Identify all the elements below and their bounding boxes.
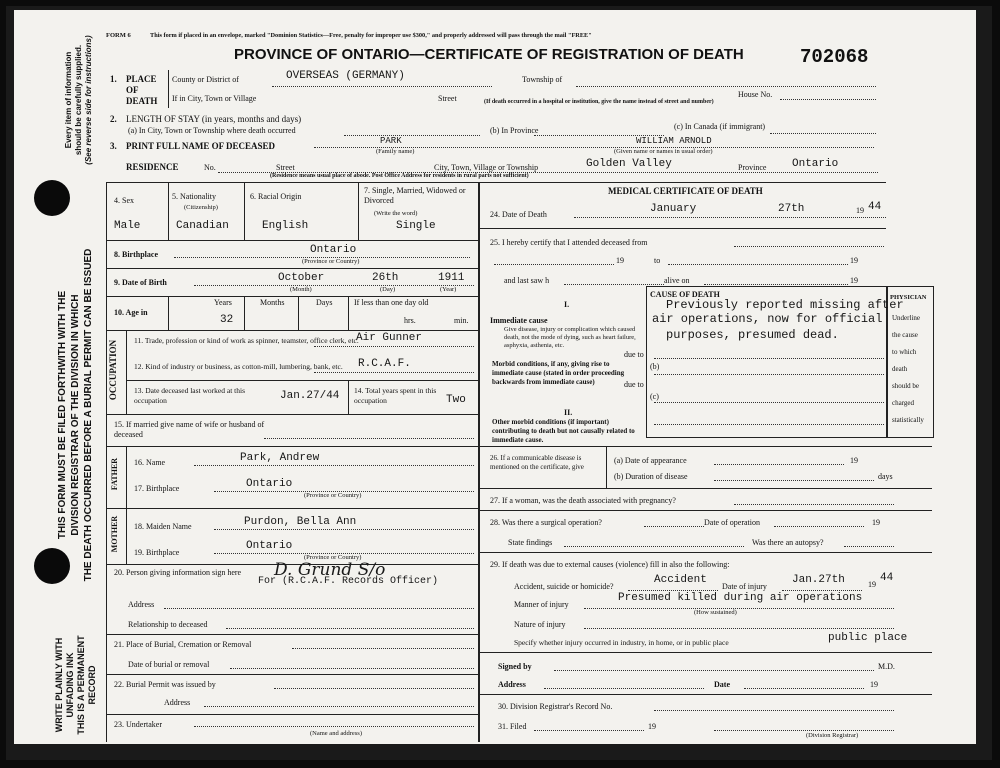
age-months-header: Months (260, 298, 285, 307)
roman-i: I. (564, 300, 570, 309)
trade-value: Air Gunner (356, 332, 423, 344)
residence-province-label: Province (738, 163, 767, 172)
residence-no-label: No. (204, 163, 216, 172)
residence-city-label: City, Town, Village or Township (434, 163, 539, 172)
morbid-label: Morbid conditions, if any, giving rise to immediate cause (stated in order proceeding backwards from immediate cause) (492, 360, 625, 386)
age-min: min. (454, 316, 469, 325)
nationality-value: Canadian (176, 220, 229, 232)
dod-year-prefix: 19 (856, 206, 864, 215)
age-years-value: 32 (220, 314, 234, 326)
house-label: House No. (738, 90, 773, 99)
marital-caption: (Write the word) (374, 210, 418, 217)
stay-b-label: (b) In Province (490, 126, 539, 135)
filed-label: 31. Filed (498, 722, 527, 731)
father-birthplace-value: Ontario (246, 478, 293, 490)
filed-19: 19 (648, 722, 656, 731)
appearance-label: (a) Date of appearance (614, 456, 687, 465)
racial-origin-value: English (262, 220, 309, 232)
residence-province-value: Ontario (792, 158, 839, 170)
full-name-label: PRINT FULL NAME OF DECEASED (126, 141, 276, 151)
county-label: County or District of (172, 75, 239, 84)
dob-label: 9. Date of Birth (114, 278, 167, 287)
date-of-death-label: 24. Date of Death (490, 210, 547, 219)
father-name-label: 16. Name (134, 458, 166, 467)
signed-by-label: Signed by (498, 662, 532, 671)
stay-a-label: (a) In City, Town or Township where death occurred (128, 126, 296, 135)
mother-side-label: MOTHER (110, 515, 119, 553)
dod-day: 27th (778, 203, 805, 215)
dob-day: 26th (372, 272, 399, 284)
stay-c-label: (c) In Canada (if immigrant) (674, 122, 766, 131)
dob-year-caption: (Year) (440, 286, 457, 293)
due-to-2: due to (624, 380, 644, 389)
residence-label: RESIDENCE (126, 162, 179, 172)
dob-day-caption: (Day) (380, 286, 396, 293)
birthplace-caption: (Province or Country) (302, 258, 360, 265)
age-years-header: Years (214, 298, 232, 307)
item-1-number: 1. (110, 74, 117, 84)
father-birthplace-caption: (Province or Country) (304, 492, 362, 499)
undertaker-caption: (Name and address) (310, 730, 362, 737)
alive-on-19: 19 (850, 276, 858, 285)
physician-note: Underline the cause to which death should be charged statistically (892, 314, 924, 424)
burial-place-label: 21. Place of Burial, Cremation or Removal (114, 640, 252, 649)
injury-year-prefix: 19 (868, 580, 876, 589)
last-saw-label: and last saw h (504, 276, 550, 285)
findings-label: State findings (508, 538, 553, 547)
residence-caption: (Residence means usual place of abode. Post Office Address for residents in rural parts not sufficient) (270, 173, 529, 179)
side-note-top: Every item of information should be carefully supplied. (See reverse side for instructions) (64, 35, 93, 165)
age-hrs: hrs. (404, 316, 416, 325)
sex-label: 4. Sex (114, 196, 134, 205)
operation-19: 19 (872, 518, 880, 527)
burial-permit-label: 22. Burial Permit was issued by (114, 680, 216, 689)
punch-hole-top (34, 180, 70, 216)
county-value: OVERSEAS (GERMANY) (286, 70, 405, 82)
dod-month: January (650, 203, 697, 215)
last-worked-value: Jan.27/44 (280, 390, 340, 402)
city-label: If in City, Town or Village (172, 94, 257, 103)
side-note-bottom: WRITE PLAINLY WITH UNFADING INK THIS IS A PERMANENT RECORD (54, 635, 97, 735)
place-of-death-label: PLACE OF DEATH (126, 74, 158, 106)
surgical-label: 28. Was there a surgical operation? (490, 518, 602, 527)
street-label: Street (438, 94, 457, 103)
total-years-value: Two (446, 394, 466, 406)
pregnancy-label: 27. If a woman, was the death associated with pregnancy? (490, 496, 676, 505)
relationship-label: Relationship to deceased (128, 620, 208, 629)
mother-name-label: 18. Maiden Name (134, 522, 192, 531)
nationality-caption: (Citizenship) (184, 204, 218, 211)
age-less-day: If less than one day old (354, 298, 429, 307)
occupation-side-label: OCCUPATION (108, 339, 118, 401)
alive-on-label: alive on (664, 276, 690, 285)
certify-label: 25. I hereby certify that I attended deceased from (490, 238, 648, 247)
informant-for: For (R.C.A.F. Records Officer) (258, 576, 439, 587)
other-morbid-label: Other morbid conditions (if important) contributing to death but not causally related to immediate cause. (492, 418, 635, 444)
undertaker-label: 23. Undertaker (114, 720, 162, 729)
appearance-19: 19 (850, 456, 858, 465)
informant-address-label: Address (128, 600, 155, 609)
certify-to-label: to (654, 256, 661, 265)
burial-permit-address-label: Address (164, 698, 191, 707)
mother-birthplace-label: 19. Birthplace (134, 548, 180, 557)
certify-to-19: 19 (850, 256, 858, 265)
informant-signature: D. Grund S/o (274, 560, 386, 580)
nationality-label: 5. Nationality (172, 192, 216, 201)
cause-line-3: purposes, presumed dead. (666, 328, 839, 342)
duration-days: days (878, 472, 893, 481)
age-label: 10. Age in (114, 308, 148, 317)
spouse-label: 15. If married give name of wife or husband of deceased (114, 420, 265, 439)
injury-date-label: Date of injury (722, 582, 767, 591)
mother-name-value: Purdon, Bella Ann (244, 516, 357, 528)
age-days-header: Days (316, 298, 333, 307)
mail-notice: This form if placed in an envelope, marked "Dominion Statistics—Free, penalty for improper use $300," and properly addressed will pass through the mail "FREE" (150, 32, 592, 39)
given-name-caption: (Given name or names in usual order) (614, 148, 713, 155)
industry-label: 12. Kind of industry or business, as cotton-mill, lumbering, bank, etc. (134, 362, 343, 371)
industry-value: R.C.A.F. (358, 358, 411, 370)
where-value: public place (828, 632, 908, 644)
medical-heading: MEDICAL CERTIFICATE OF DEATH (608, 186, 763, 196)
death-certificate (14, 10, 976, 744)
mother-birthplace-value: Ontario (246, 540, 293, 552)
informant-label: 20. Person giving information sign here (114, 568, 242, 577)
operation-date-label: Date of operation (704, 518, 760, 527)
immediate-cause-note: Give disease, injury or complication which caused death, not the mode of dying, such as heart failure, asphyxia, asthenia, etc. (504, 326, 636, 349)
where-label: Specify whether injury occurred in industry, in home, or in public place (514, 638, 729, 647)
cause-heading: CAUSE OF DEATH (650, 290, 720, 299)
external-causes-label: 29. If death was due to external causes (violence) fill in also the following: (490, 560, 730, 569)
family-name-caption: (Family name) (376, 148, 415, 155)
md-label: M.D. (878, 662, 895, 671)
communicable-label: 26. If a communicable disease is mentioned on the certificate, give (490, 454, 584, 471)
item-3-number: 3. (110, 141, 117, 151)
injury-year-value: 44 (880, 572, 894, 584)
length-of-stay-label: LENGTH OF STAY (in years, months and days) (126, 114, 302, 124)
residence-city-value: Golden Valley (586, 158, 672, 170)
trade-label: 11. Trade, profession or kind of work as spinner, teamster, office clerk, etc. (134, 336, 359, 345)
family-name-value: PARK (380, 136, 402, 146)
sex-value: Male (114, 220, 141, 232)
accident-value: Accident (654, 574, 707, 586)
dob-month-caption: (Month) (290, 286, 312, 293)
dob-month: October (278, 272, 325, 284)
last-worked-label: 13. Date deceased last worked at this occupation (134, 386, 246, 405)
residence-street-label: Street (276, 163, 295, 172)
signed-address-label: Address (498, 680, 526, 689)
certificate-number: 702068 (800, 46, 869, 68)
father-birthplace-label: 17. Birthplace (134, 484, 180, 493)
due-to-1: due to (624, 350, 644, 359)
mother-birthplace-caption: (Province or Country) (304, 554, 362, 561)
hospital-note: (If death occurred in a hospital or institution, give the name instead of street and number) (484, 99, 714, 105)
signed-date-label: Date (714, 680, 730, 689)
registrar-record-label: 30. Division Registrar's Record No. (498, 702, 613, 711)
autopsy-label: Was there an autopsy? (752, 538, 824, 547)
accident-label: Accident, suicide or homicide? (514, 582, 614, 591)
marital-label: 7. Single, Married, Widowed or Divorced (364, 186, 466, 205)
father-side-label: FATHER (110, 457, 119, 491)
dob-year: 1911 (438, 272, 465, 284)
registrar-caption: (Division Registrar) (806, 732, 859, 739)
certify-from-19: 19 (616, 256, 624, 265)
duration-label: (b) Duration of disease (614, 472, 688, 481)
marital-value: Single (396, 220, 436, 232)
item-2-number: 2. (110, 114, 117, 124)
roman-ii: II. (564, 408, 573, 417)
cause-line-2: air operations, now for official (652, 312, 883, 326)
dod-year: 44 (868, 201, 882, 213)
signed-date-19: 19 (870, 680, 878, 689)
father-name-value: Park, Andrew (240, 452, 320, 464)
birthplace-label: 8. Birthplace (114, 250, 158, 259)
racial-origin-label: 6. Racial Origin (250, 192, 302, 201)
manner-label: Manner of injury (514, 600, 569, 609)
manner-value: Presumed killed during air operations (618, 592, 863, 604)
birthplace-value: Ontario (310, 244, 357, 256)
manner-caption: (How sustained) (694, 609, 737, 616)
immediate-cause-label: Immediate cause (490, 316, 548, 325)
nature-label: Nature of injury (514, 620, 566, 629)
cause-c-label: (c) (650, 392, 659, 401)
side-note-middle: THIS FORM MUST BE FILED FORTHWITH WITH THE DIVISION REGISTRAR OF THE DIVISION IN WHICH THE DEATH OCCURRED BEFORE A BURIAL PERMIT CAN BE ISSUED (57, 248, 94, 582)
certificate-title: PROVINCE OF ONTARIO—CERTIFICATE OF REGISTRATION OF DEATH (234, 46, 744, 63)
given-name-value: WILLIAM ARNOLD (636, 136, 712, 146)
physician-label: PHYSICIAN (890, 294, 927, 301)
cause-line-1: Previously reported missing after (666, 298, 904, 312)
total-years-label: 14. Total years spent in this occupation (354, 386, 437, 405)
township-label: Township of (522, 75, 563, 84)
injury-date-value: Jan.27th (792, 574, 845, 586)
burial-date-label: Date of burial or removal (128, 660, 210, 669)
form-number: FORM 6 (106, 32, 131, 39)
cause-b-label: (b) (650, 362, 660, 371)
